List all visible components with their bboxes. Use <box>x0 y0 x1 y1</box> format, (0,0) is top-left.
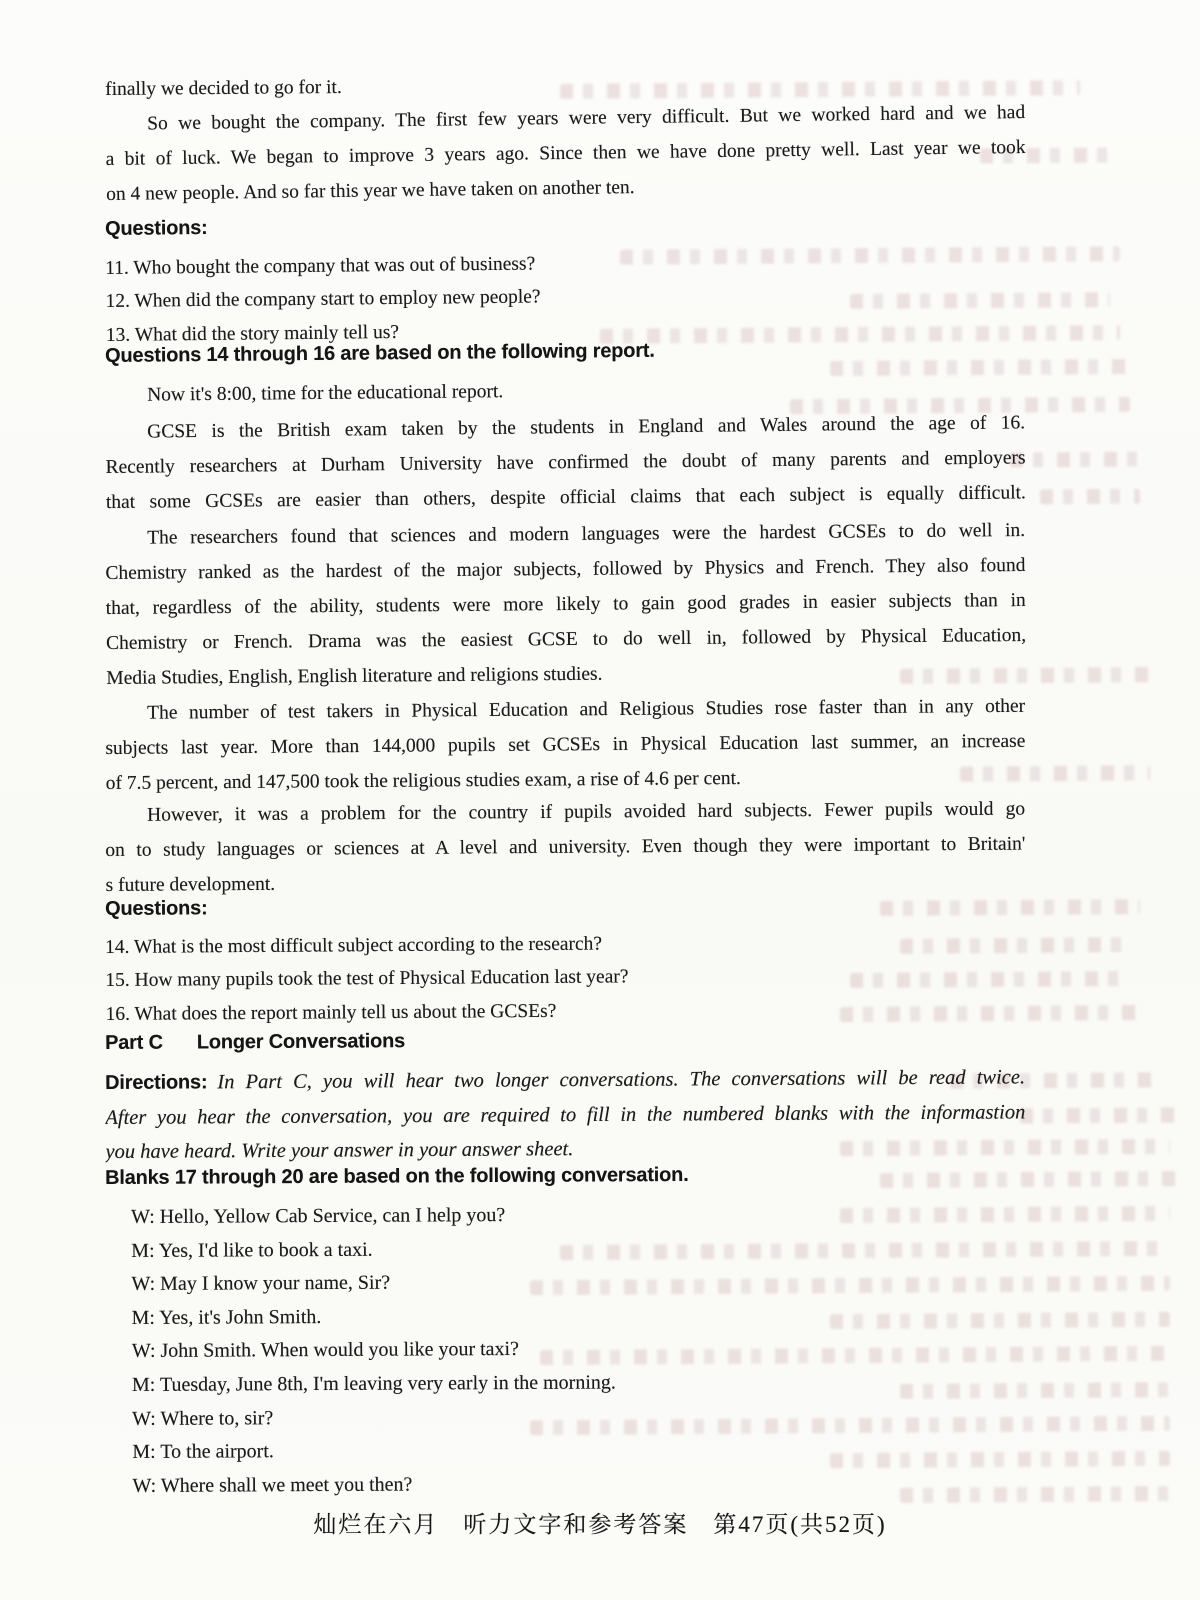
label-text: Questions 14 through 16 are based on the following report. <box>105 339 655 367</box>
text-line <box>105 1060 1025 1100</box>
bleed-through-smudge <box>1020 1107 1180 1123</box>
dialogue-line: W: Where to, sir? <box>132 1406 274 1430</box>
text-line: Now it's 8:00, time for the educational report. <box>147 381 504 406</box>
dialogue-line: W: May I know your name, Sir? <box>131 1271 391 1296</box>
dialogue-line: M: Tuesday, June 8th, I'm leaving very early in the morning. <box>131 1371 616 1396</box>
question-item: 14. What is the most difficult subject according to the research? <box>105 933 603 958</box>
text-line: GCSE is the British exam taken by the students in England and Wales around the age of 16. <box>147 412 1026 443</box>
text-line: The researchers found that sciences and modern languages were the hardest GCSEs to do well in. <box>147 519 1026 549</box>
text-line: Chemistry or French. Drama was the easiest GCSE to do well in, followed by Physical Education, <box>105 624 1027 654</box>
dialogue-line: M: To the airport. <box>132 1440 274 1464</box>
text-line: Chemistry ranked as the hardest of the major subjects, followed by Physics and French. They also found <box>105 554 1026 584</box>
text-line: After you hear the conversation, you are required to fill in the numbered blanks with the informastion <box>105 1100 1026 1129</box>
blanks-heading <box>105 1162 1025 1190</box>
questions-label-a <box>105 208 1025 241</box>
dialogue-line: W: John Smith. When would you like your taxi? <box>131 1338 520 1363</box>
text-line: The number of test takers in Physical Education and Religious Studies rose faster than in any other <box>147 695 1026 724</box>
dialogue-line: W: Hello, Yellow Cab Service, can I help you? <box>131 1204 506 1228</box>
bleed-through-smudge <box>1040 489 1140 505</box>
directions-block <box>105 1060 1026 1169</box>
paragraph-gcse <box>105 405 1026 520</box>
paragraph-research <box>105 513 1026 696</box>
dialogue-line: M: Yes, I'd like to book a taxi. <box>131 1238 373 1262</box>
paragraph-test-takers <box>105 689 1026 801</box>
text-line: Media Studies, English, English literature and religions studies. <box>106 663 603 689</box>
dialogue-line: W: Where shall we meet you then? <box>132 1473 413 1497</box>
text-line: on 4 new people. And so far this year we have taken on another ten. <box>106 177 635 205</box>
dialogue-line: M: Yes, it's John Smith. <box>131 1305 322 1329</box>
label-text: Questions: <box>105 897 208 920</box>
text-line: a bit of luck. We began to improve 3 years ago. Since then we have done pretty well. Last year we took <box>105 136 1026 170</box>
text-line: on to study languages or sciences at A level and university. Even though they were important to Britain' <box>105 833 1026 861</box>
text-line: finally we decided to go for it. <box>105 76 342 100</box>
bleed-through-smudge <box>1010 452 1150 468</box>
paragraph-however <box>105 792 1026 903</box>
text-line: that, regardless of the ability, students were more likely to gain good grades in easier subjects than in <box>105 589 1026 619</box>
label-text: Blanks 17 through 20 are based on the following conversation. <box>105 1163 689 1189</box>
text-line: s future development. <box>105 873 276 896</box>
label-text: Questions: <box>105 216 208 240</box>
question-item: 11. Who bought the company that was out of business? <box>105 253 536 279</box>
text-line: of 7.5 percent, and 147,500 took the religious studies exam, a rise of 4.6 per cent. <box>105 768 741 794</box>
dialogue-block <box>131 1196 1027 1503</box>
part-title: Longer Conversations <box>196 1030 406 1054</box>
text-line: that some GCSEs are easier than others, despite official claims that each subject is equally difficult. <box>105 482 1026 513</box>
text-line: subjects last year. More than 144,000 pupils set GCSEs in Physical Education last summer, an increase <box>105 730 1026 759</box>
question-item: 13. What did the story mainly tell us? <box>105 321 400 346</box>
text-line: you have heard. Write your answer in your answer sheet. <box>105 1138 574 1164</box>
part-label: Part C <box>105 1031 163 1054</box>
part-c-heading <box>105 1026 1025 1055</box>
question-list-11-13 <box>105 242 1026 352</box>
directions-text: In Part C, you will hear two longer conversations. The conversations will be read twice. <box>217 1066 1026 1094</box>
question-item: 12. When did the company start to employ new people? <box>105 286 541 313</box>
question-item: 15. How many pupils took the test of Physical Education last year? <box>105 966 629 992</box>
question-list-14-16 <box>105 925 1026 1032</box>
question-item: 16. What does the report mainly tell us about the GCSEs? <box>105 1000 557 1025</box>
paragraph-company-story <box>105 95 1026 212</box>
page-footer: 灿烂在六月 听力文字和参考答案 第47页(共52页) <box>313 1512 887 1537</box>
text-line: So we bought the company. The first few years were very difficult. But we worked hard and we had <box>147 101 1026 135</box>
directions-label: Directions: <box>105 1071 208 1094</box>
text-line: However, it was a problem for the country if pupils avoided hard subjects. Fewer pupils would go <box>147 798 1026 826</box>
text-line: Recently researchers at Durham University have confirmed the doubt of many parents and employers <box>105 447 1026 478</box>
